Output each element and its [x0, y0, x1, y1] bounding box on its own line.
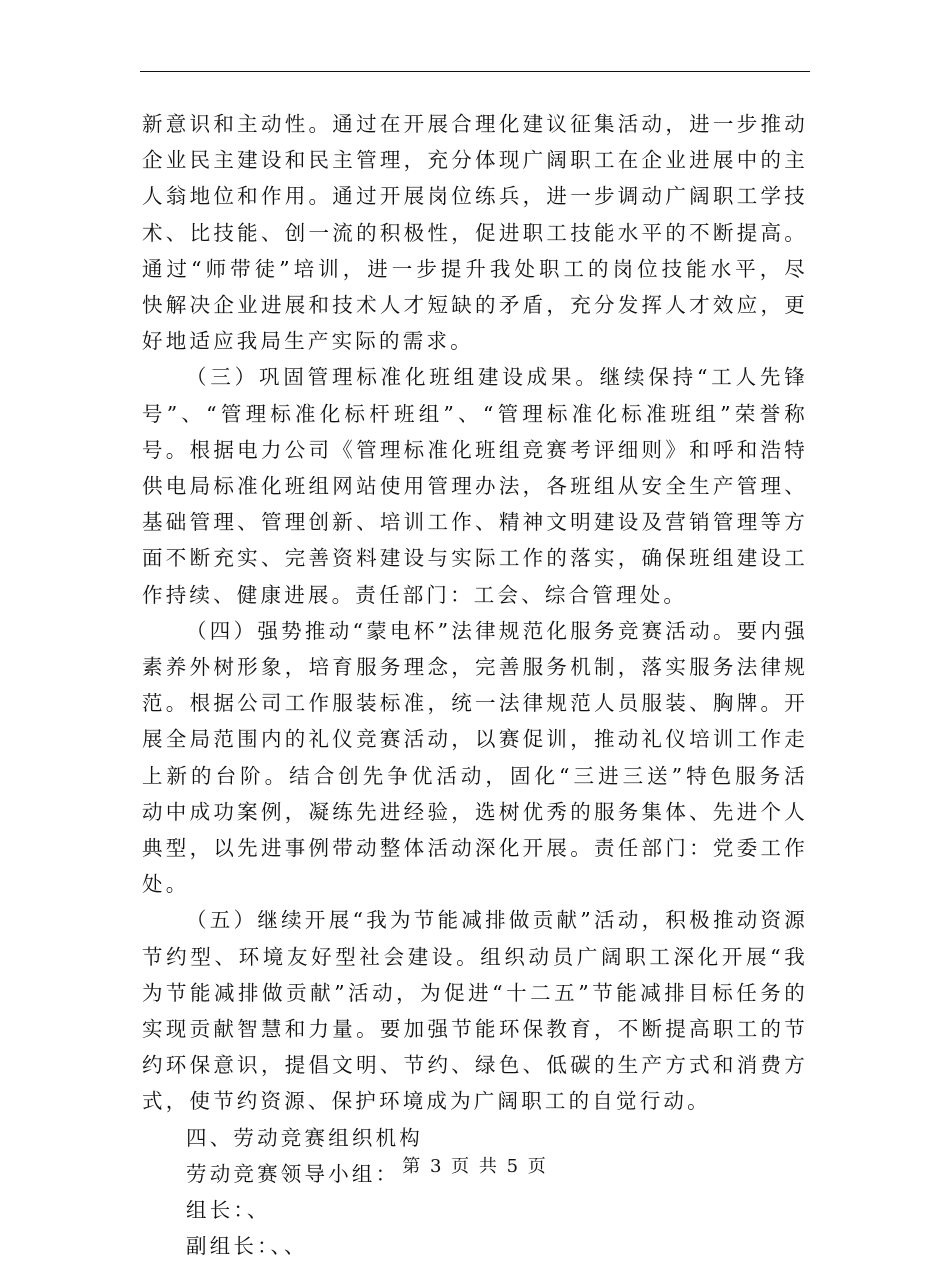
paragraph-section-4: （四）强势推动“蒙电杯”法律规范化服务竞赛活动。要内强素养外树形象，培育服务理念，完善服务机制，落实服务法律规范。根据公司工作服装标准，统一法律规范人员服装、胸牌。开展全局范围内的礼仪竞赛活动，以赛促训，推动礼仪培训工作走上新的台阶。结合创先争优活动，固化“三进三送”特色服务活动中成功案例，凝练先进经验，选树优秀的服务集体、先进个人典型，以先进事例带动整体活动深化开展。责任部门：党委工作处。: [142, 618, 808, 897]
page-number-footer: 第 3 页 共 5 页: [402, 1156, 548, 1177]
paragraph-continuation: 新意识和主动性。通过在开展合理化建议征集活动，进一步推动企业民主建设和民主管理，充分体现广阔职工在企业进展中的主人翁地位和作用。通过开展岗位练兵，进一步调动广阔职工学技术、比技能、创一流的积极性，促进职工技能水平的不断提高。通过“师带徒”培训，进一步提升我处职工的岗位技能水平，尽快解决企业进展和技术人才短缺的矛盾，充分发挥人才效应，更好地适应我局生产实际的需求。: [142, 112, 808, 354]
heading-organization: 四、劳动竞赛组织机构: [186, 1125, 423, 1150]
document-body: [142, 106, 808, 1265]
line-leading-group: 劳动竞赛领导小组：: [186, 1161, 400, 1186]
header-rule: [140, 71, 810, 72]
line-group-leader: 组长：、: [186, 1198, 271, 1223]
paragraph-section-3: （三）巩固管理标准化班组建设成果。继续保持“工人先锋号”、“管理标准化标杆班组”、“管理标准化标准班组”荣誉称号。根据电力公司《管理标准化班组竞赛考评细则》和呼和浩特供电局标准化班组网站使用管理办法，各班组从安全生产管理、基础管理、管理创新、培训工作、精神文明建设及营销管理等方面不断充实、完善资料建设与实际工作的落实，确保班组建设工作持续、健康进展。责任部门：工会、综合管理处。: [142, 365, 808, 607]
paragraph-section-5: （五）继续开展“我为节能减排做贡献”活动，积极推动资源节约型、环境友好型社会建设。组织动员广阔职工深化开展“我为节能减排做贡献”活动，为促进“十二五”节能减排目标任务的实现贡献智慧和力量。要加强节能环保教育，不断提高职工的节约环保意识，提倡文明、节约、绿色、低碳的生产方式和消费方式，使节约资源、保护环境成为广阔职工的自觉行动。: [142, 908, 808, 1114]
line-deputy-leader: 副组长：、、: [186, 1234, 308, 1259]
